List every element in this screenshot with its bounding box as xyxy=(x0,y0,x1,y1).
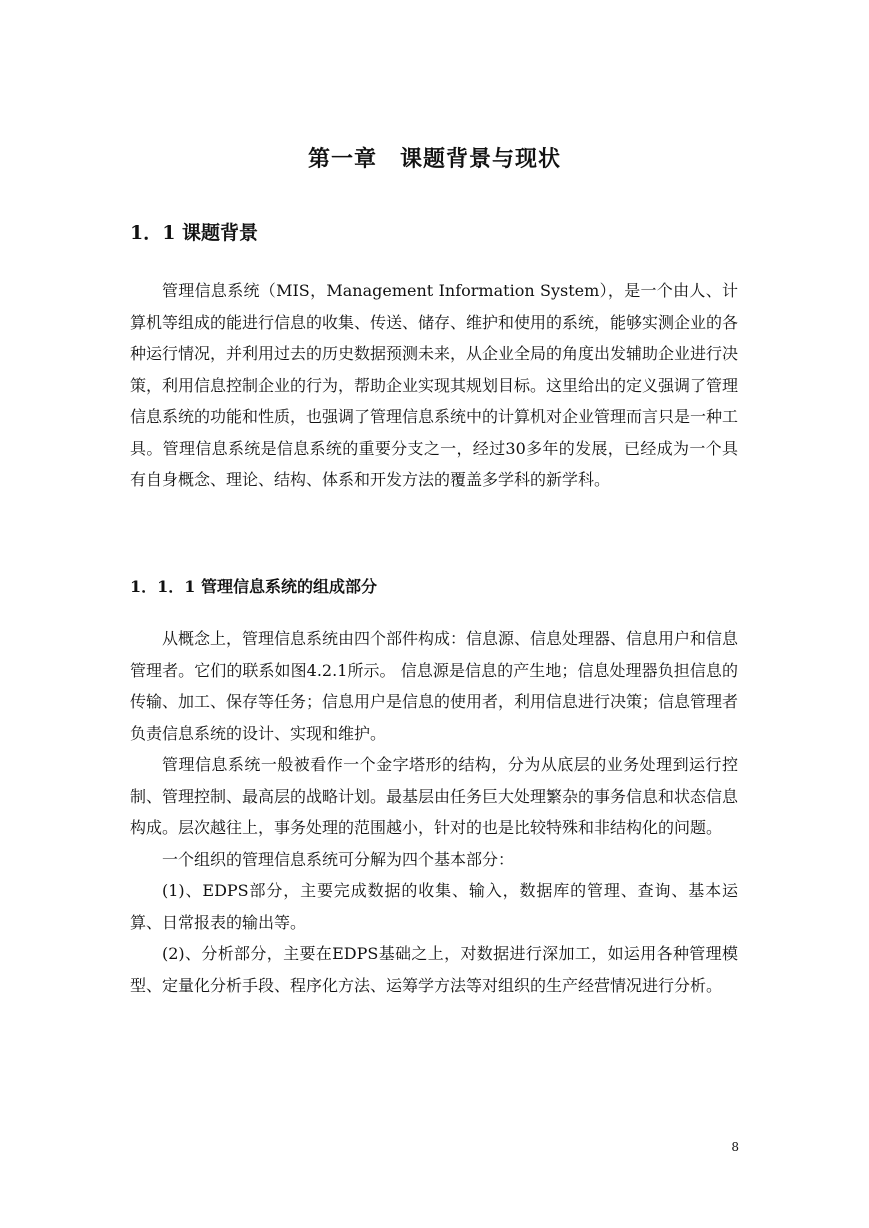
paragraph: 从概念上，管理信息系统由四个部件构成：信息源、信息处理器、信息用户和信息管理者。它们的联系如图4.2.1所示。 信息源是信息的产生地；信息处理器负担信息的传输、加工、保存等任务；信息用户是信息的使用者，利用信息进行决策；信息管理者负责信息系统的设计、实现和维护。 xyxy=(130,629,739,743)
subsection-body xyxy=(130,623,738,1001)
section-body xyxy=(130,275,738,496)
paragraph: (1)、EDPS部分，主要完成数据的收集、输入，数据库的管理、查询、基本运算、日常报表的输出等。 xyxy=(130,881,738,932)
paragraph: (2)、分析部分，主要在EDPS基础之上，对数据进行深加工，如运用各种管理模型、定量化分析手段、程序化方法、运筹学方法等对组织的生产经营情况进行分析。 xyxy=(130,944,738,995)
chapter-title: 第一章 课题背景与现状 xyxy=(307,146,561,172)
paragraph: 管理信息系统一般被看作一个金字塔形的结构，分为从底层的业务处理到运行控制、管理控制、最高层的战略计划。最基层由任务巨大处理繁杂的事务信息和状态信息构成。层次越往上，事务处理的范围越小，针对的也是比较特殊和非结构化的问题。 xyxy=(130,755,739,837)
page-number: 8 xyxy=(731,1140,739,1154)
paragraph: 一个组织的管理信息系统可分解为四个基本部分： xyxy=(162,849,515,869)
section-heading: 1．1 课题背景 xyxy=(130,222,259,244)
paragraph: 管理信息系统（MIS，Management Information System），是一个由人、计算机等组成的能进行信息的收集、传送、储存、维护和使用的系统，能够实测企业的各种运行情况，并利用过去的历史数据预测未来，从企业全局的角度出发辅助企业进行决策，利用信息控制企业的行为，帮助企业实现其规划目标。这里给出的定义强调了管理信息系统的功能和性质，也强调了管理信息系统中的计算机对企业管理而言只是一种工具。管理信息系统是信息系统的重要分支之一，经过30多年的发展，已经成为一个具有自身概念、理论、结构、体系和开发方法的覆盖多学科的新学科。 xyxy=(130,281,739,489)
subsection-heading: 1．1．1 管理信息系统的组成部分 xyxy=(130,577,377,596)
